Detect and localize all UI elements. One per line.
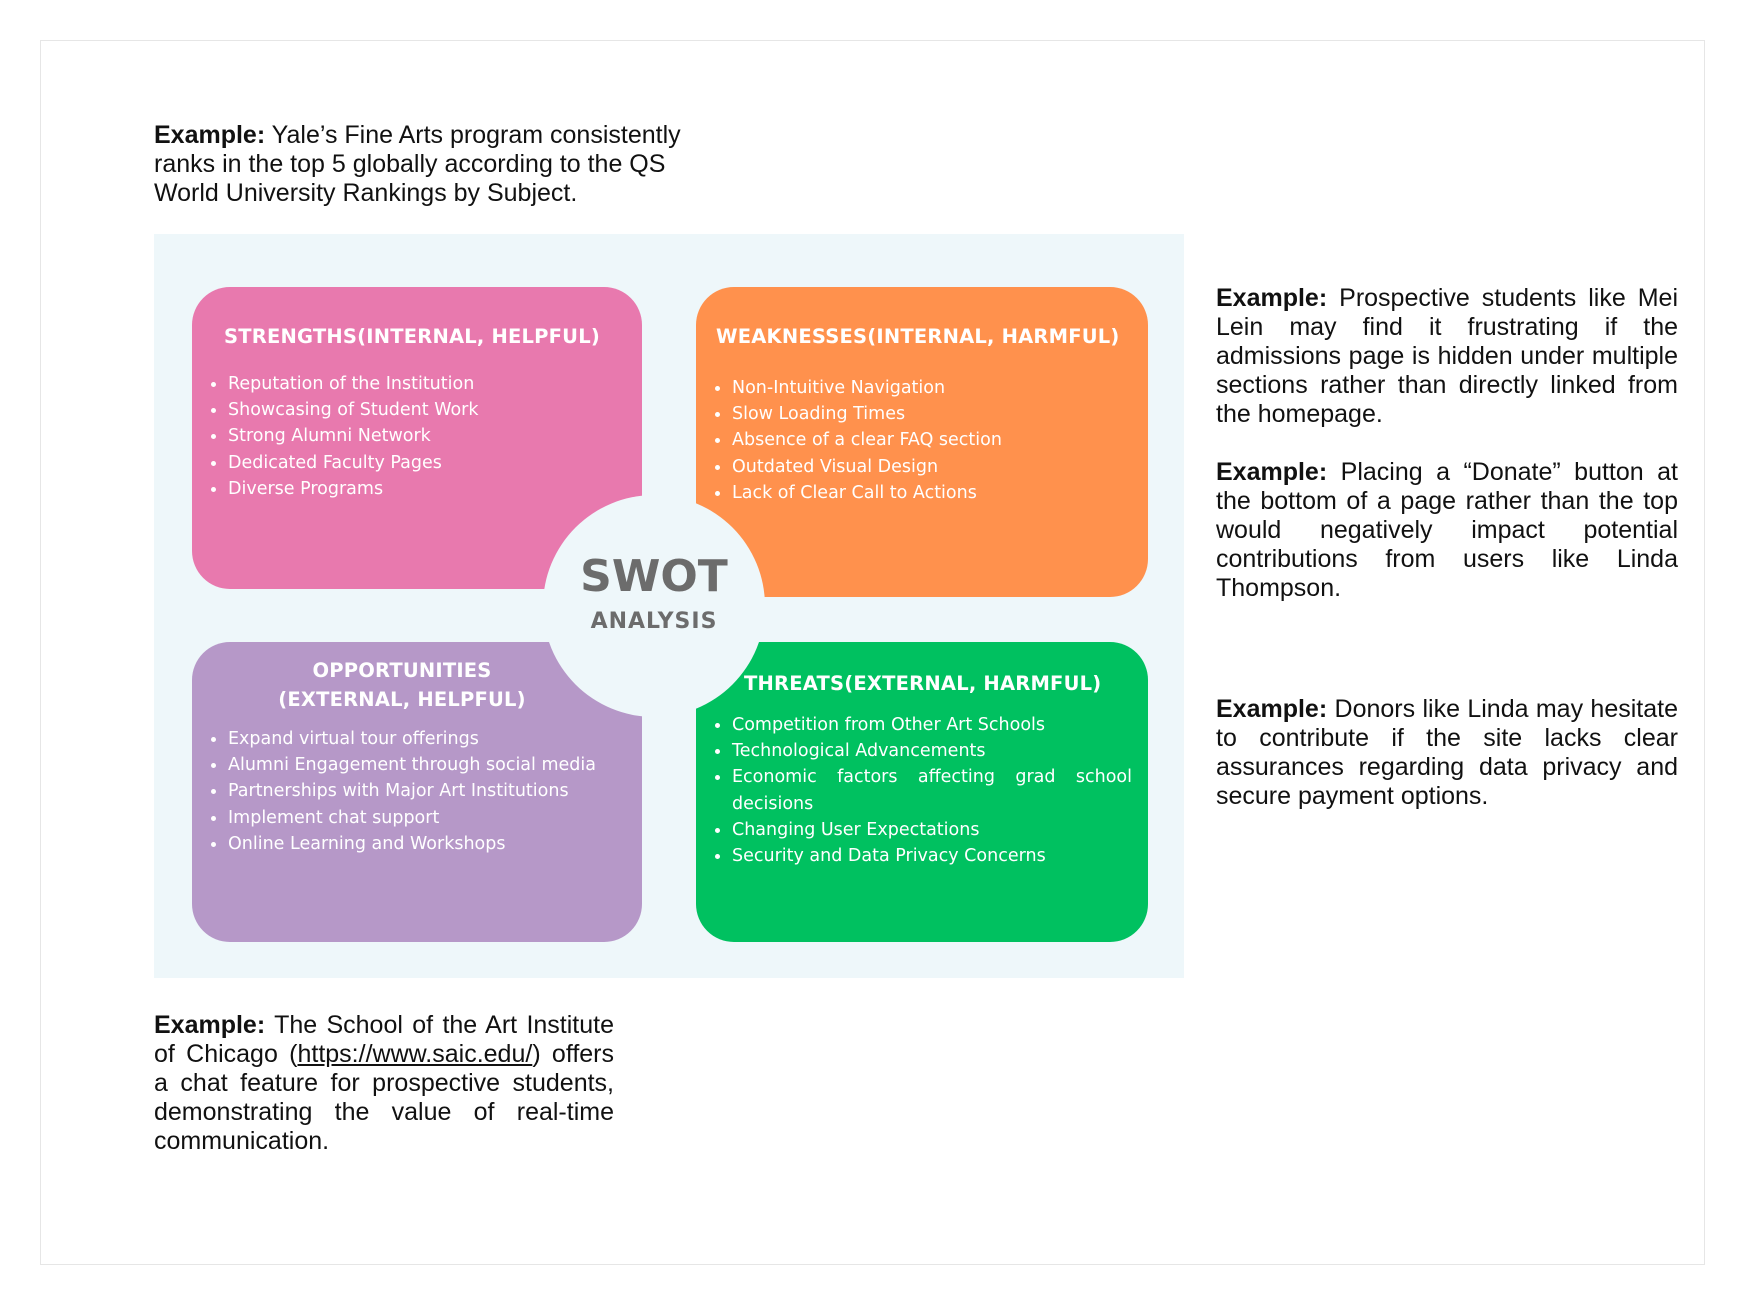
example-label: Example: xyxy=(1216,458,1328,486)
list-item: Expand virtual tour offerings xyxy=(208,726,628,752)
example-label: Example: xyxy=(154,1011,266,1039)
example-label: Example: xyxy=(1216,695,1328,723)
list-item: Economic factors affecting grad school decisions xyxy=(712,764,1132,816)
list-item: Lack of Clear Call to Actions xyxy=(712,480,1132,506)
list-item: Showcasing of Student Work xyxy=(208,397,608,423)
list-item: Outdated Visual Design xyxy=(712,454,1132,480)
swot-center-circle xyxy=(543,495,765,717)
list-item: Non-Intuitive Navigation xyxy=(712,375,1132,401)
list-item: Diverse Programs xyxy=(208,476,608,502)
list-item: Competition from Other Art Schools xyxy=(712,712,1132,738)
opportunities-title xyxy=(192,656,612,714)
example-note-mei-lein xyxy=(1216,284,1678,429)
swot-center-subtitle: ANALYSIS xyxy=(590,609,718,634)
example-label: Example: xyxy=(154,121,266,149)
example-note-yale xyxy=(154,121,694,208)
example-text: Donors like Linda may hesitate to contribute if the site lacks clear assurances regarding data privacy and secure payment options. xyxy=(1216,695,1678,810)
list-item: Implement chat support xyxy=(208,805,628,831)
example-note-saic xyxy=(154,1011,614,1156)
example-text: Prospective students like Mei Lein may find it frustrating if the admissions page is hidden under multiple sections rather than directly linked from the homepage. xyxy=(1216,284,1678,428)
example-text-after: ) offers a chat feature for prospective students, demonstrating the value of real-time communication. xyxy=(154,1040,614,1155)
swot-center-title: SWOT xyxy=(580,551,728,602)
example-label: Example: xyxy=(1216,284,1328,312)
strengths-title: STRENGTHS(INTERNAL, HELPFUL) xyxy=(224,325,600,348)
swot-diagram xyxy=(154,234,1184,978)
example-text: Yale’s Fine Arts program consistently ranks in the top 5 globally according to the QS World University Rankings by Subject. xyxy=(154,121,681,207)
list-item: Partnerships with Major Art Institutions xyxy=(208,778,628,804)
weaknesses-title: WEAKNESSES(INTERNAL, HARMFUL) xyxy=(716,325,1120,348)
threats-list xyxy=(712,712,1132,869)
weaknesses-quadrant xyxy=(696,287,1148,597)
opportunities-title-line1: OPPORTUNITIES xyxy=(312,659,492,682)
list-item: Reputation of the Institution xyxy=(208,371,608,397)
list-item: Changing User Expectations xyxy=(712,817,1132,843)
example-note-donors-privacy xyxy=(1216,695,1678,811)
threats-quadrant xyxy=(696,642,1148,942)
list-item: Slow Loading Times xyxy=(712,401,1132,427)
weaknesses-list xyxy=(712,375,1132,506)
list-item: Dedicated Faculty Pages xyxy=(208,450,608,476)
example-note-donate-button xyxy=(1216,458,1678,603)
example-text: Placing a “Donate” button at the bottom of a page rather than the top would negatively impact potential contributions from users like Linda Thompson. xyxy=(1216,458,1678,602)
opportunities-quadrant xyxy=(192,642,642,942)
threats-title: THREATS(EXTERNAL, HARMFUL) xyxy=(744,672,1102,695)
saic-link[interactable]: https://www.saic.edu/ xyxy=(297,1040,533,1068)
opportunities-list xyxy=(208,726,628,857)
list-item: Technological Advancements xyxy=(712,738,1132,764)
list-item: Alumni Engagement through social media xyxy=(208,752,628,778)
opportunities-title-line2: (EXTERNAL, HELPFUL) xyxy=(278,688,526,711)
list-item: Security and Data Privacy Concerns xyxy=(712,843,1132,869)
example-text-before: The School of the Art Institute of Chicago ( xyxy=(154,1011,614,1068)
list-item: Online Learning and Workshops xyxy=(208,831,628,857)
list-item: Strong Alumni Network xyxy=(208,423,608,449)
list-item: Absence of a clear FAQ section xyxy=(712,427,1132,453)
strengths-list xyxy=(208,371,608,502)
